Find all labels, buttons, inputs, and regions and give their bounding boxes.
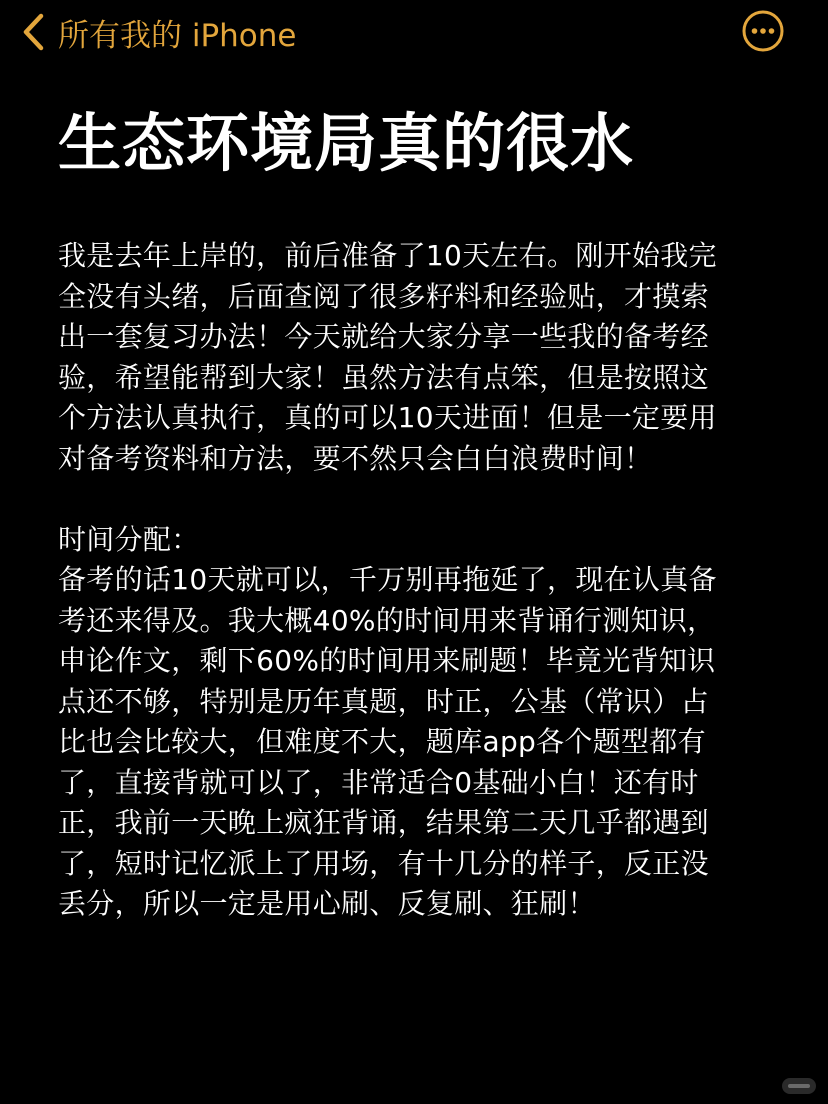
note-body[interactable] (58, 236, 778, 925)
navigation-bar (0, 0, 828, 64)
time-allocation-paragraph: 备考的话10天就可以，千万别再拖延了，现在认真备 考还来得及。我大概40%的时间用来背诵行测知识， 申论作文，剩下60%的时间用来刷题！毕竟光背知识 点还不够，特别是历年真题，时正，公基（常识）占 比也会比较大，但难度不大，题库app各个题型都有 了，直接背就可以了，非常适合0基础小白！还有时 正，我前一天晚上疯狂背诵，结果第二天几乎都遇到 了，短时记忆派上了用场，有十几分的样子，反正没 丢分，所以一定是用心刷、反复刷、狂刷！ (58, 563, 717, 920)
watermark-logo (782, 1078, 816, 1094)
chevron-left-icon (22, 13, 44, 51)
paragraph-spacer (58, 479, 778, 520)
back-button-label: 所有我的 iPhone (58, 17, 297, 54)
more-options-button[interactable] (742, 10, 784, 52)
section-heading: 时间分配： (58, 522, 200, 556)
note-title: 生态环境局真的很水 (58, 107, 634, 180)
back-button[interactable] (22, 10, 297, 54)
ellipsis-circle-icon (742, 10, 784, 52)
intro-paragraph: 我是去年上岸的，前后准备了10天左右。刚开始我完 全没有头绪，后面查阅了很多籽料和经验贴，才摸索 出一套复习办法！今天就给大家分享一些我的备考经 验，希望能帮到大家！虽然方法有点笨，但是按照这 个方法认真执行，真的可以10天进面！但是一定要用 对备考资料和方法，要不然只会白白浪费时间！ (58, 239, 717, 475)
